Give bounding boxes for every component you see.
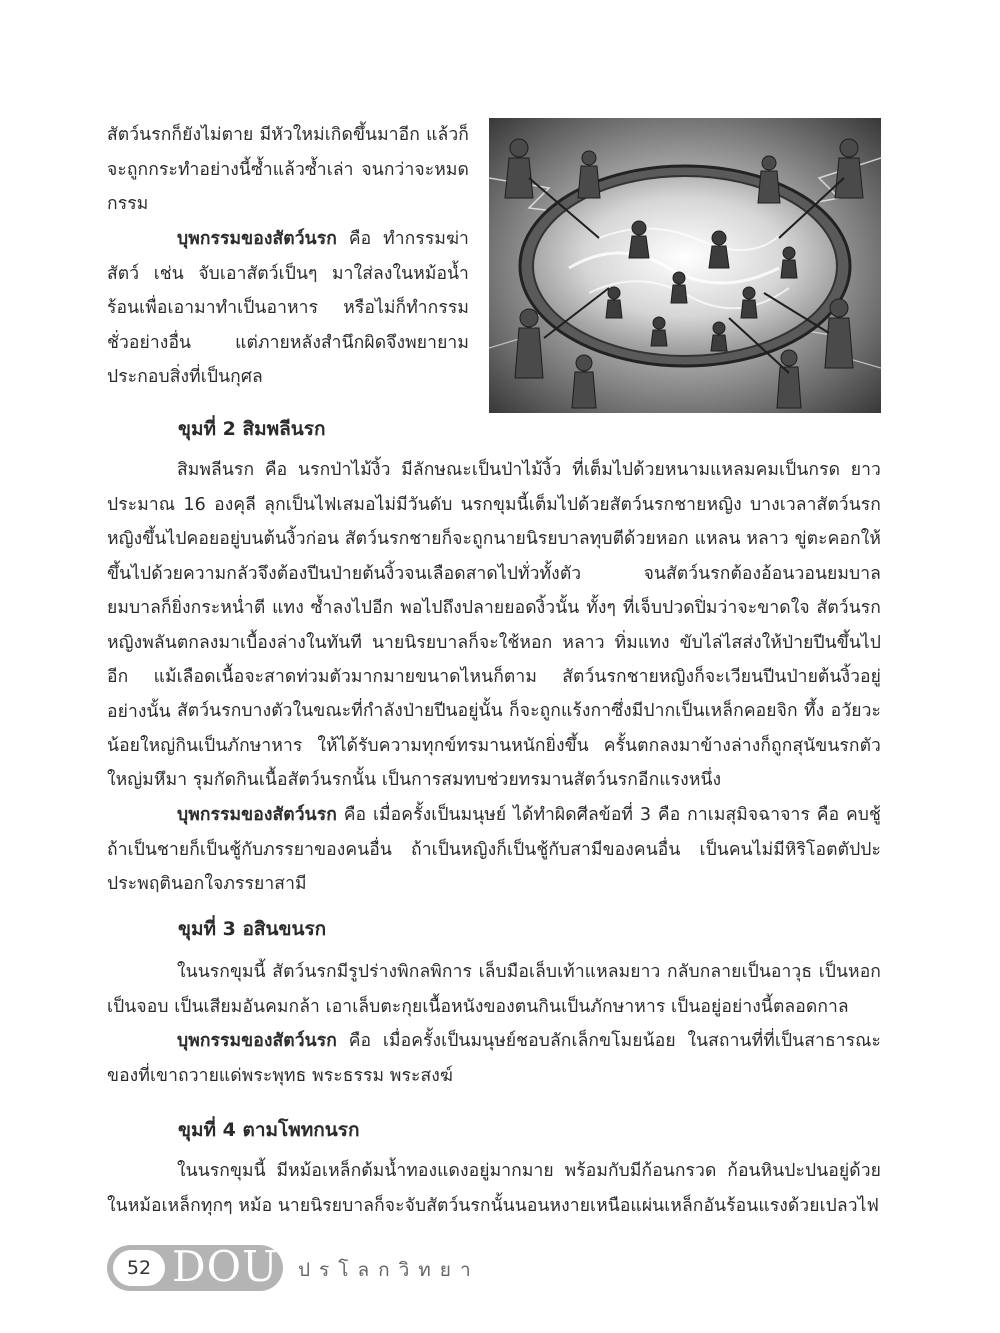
section3-paragraph: ในนรกขุมนี้ สัตว์นรกมีรูปร่างพิกลพิการ เล็บมือเล็บเท้าแหลมยาว กลับกลายเป็นอาวุธ เป็นหอก เป็นจอบ เป็นเสียมอันคมกล้า เอาเล็บตะกุยเนื้อหนังของตนกินเป็นภักษาหาร เป็นอยู่อย่างนี้ตลอดกาล	[107, 962, 881, 1017]
section3-karma-lead: บุพกรรมของสัตว์นรก	[177, 1031, 337, 1051]
footer-course-title: ปรโลกวิทยา	[298, 1259, 480, 1281]
page-number: 52	[113, 1250, 165, 1286]
section2-karma-text: คือ เมื่อครั้งเป็นมนุษย์ ได้ทำผิดศีลข้อที่ 3 คือ กาเมสุมิจฉาจาร คือ คบชู้ ถ้าเป็นชายก็เป็นชู้กับภรรยาของคนอื่น ถ้าเป็นหญิงก็เป็นชู้กับสามีของคนอื่น เป็นคนไม่มีหิริโอตตัปปะประพฤตินอกใจภรรยาสามี	[107, 805, 881, 894]
section2-paragraph-2: สัตว์นรกบางตัวในขณะที่กำลังป่ายปีนอยู่นั้น ก็จะถูกแร้งกาซึ่งมีปากเป็นเหล็กคอยจิก ทึ้ง อวัยวะน้อยใหญ่กินเป็นภักษาหาร ให้ได้รับความทุกข์ทรมานหนักยิ่งขึ้น ครั้นตกลงมาข้างล่างก็ถูกสุนัขนรกตัวใหญ่มหึมา รุมกัดกินเนื้อสัตว์นรกนั้น เป็นการสมทบช่วยทรมานสัตว์นรกอีกแรงหนึ่ง	[107, 701, 881, 790]
footer-brand-logo: DOU	[172, 1242, 279, 1291]
section3-karma-paragraph	[107, 1024, 881, 1093]
section2-karma-paragraph	[107, 798, 881, 902]
section2-karma-lead: บุพกรรมของสัตว์นรก	[177, 805, 337, 825]
section2-heading: ขุมที่ 2 สิมพลีนรก	[178, 418, 326, 440]
intro-karma-text: คือ ทำกรรมฆ่าสัตว์ เช่น จับเอาสัตว์เป็นๆ มาใส่ลงในหม้อน้ำร้อนเพื่อเอามาทำเป็นอาหาร หรือไม่ก็ทำกรรมชั่วอย่างอื่น แต่ภายหลังสำนึกผิดจึงพยายามประกอบสิ่งที่เป็นกุศล	[107, 229, 469, 387]
hell-cauldron-illustration	[489, 118, 881, 413]
intro-karma-paragraph	[107, 222, 469, 395]
section4-paragraph: ในนรกขุมนี้ มีหม้อเหล็กต้มน้ำทองแดงอยู่มากมาย พร้อมกับมีก้อนกรวด ก้อนหินปะปนอยู่ด้วยในหม้อเหล็กทุกๆ หม้อ นายนิรยบาลก็จะจับสัตว์นรกนั้นนอนหงายเหนือแผ่นเหล็กอันร้อนแรงด้วยเปลวไฟ	[107, 1161, 881, 1216]
section2-paragraph-1: สิมพลีนรก คือ นรกป่าไม้งิ้ว มีลักษณะเป็นป่าไม้งิ้ว ที่เต็มไปด้วยหนามแหลมคมเป็นกรด ยาวประมาณ 16 องคุลี ลุกเป็นไฟเสมอไม่มีวันดับ นรกขุมนี้เต็มไปด้วยสัตว์นรกชายหญิง บางเวลาสัตว์นรกหญิงขึ้นไปคอยอยู่บนต้นงิ้วก่อน สัตว์นรกชายก็จะถูกนายนิรยบาลทุบตีด้วยหอก แหลน หลาว ขู่ตะคอกให้ขึ้นไปด้วยความกลัวจึงต้องปีนป่ายต้นงิ้วจนเลือดสาดไปทั่วทั้งตัว จนสัตว์นรกต้องอ้อนวอนยมบาล ยมบาลก็ยิ่งกระหน่ำตี แทง ซ้ำลงไปอีก พอไปถึงปลายยอดงิ้วนั้น ทั้งๆ ที่เจ็บปวดปิ่มว่าจะขาดใจ สัตว์นรกหญิงพลันตกลงมาเบื้องล่างในทันที นายนิรยบาลก็จะใช้หอก หลาว ทิ่มแทง ขับไล่ไสส่งให้ป่ายปีนขึ้นไปอีก แม้เลือดเนื้อจะสาดท่วมตัวมากมายขนาดไหนก็ตาม สัตว์นรกชายหญิงก็จะเวียนปีนป่ายต้นงิ้วอยู่อย่างนั้น	[107, 460, 881, 722]
intro-karma-lead: บุพกรรมของสัตว์นรก	[177, 229, 337, 249]
section3-karma-text: คือ เมื่อครั้งเป็นมนุษย์ชอบลักเล็กขโมยน้อย ในสถานที่ที่เป็นสาธารณะ ของที่เขาถวายแด่พระพุทธ พระธรรม พระสงฆ์	[107, 1031, 881, 1086]
section4-heading: ขุมที่ 4 ตามโพทกนรก	[178, 1119, 360, 1141]
intro-paragraph: สัตว์นรกก็ยังไม่ตาย มีหัวใหม่เกิดขึ้นมาอีก แล้วก็จะถูกกระทำอย่างนี้ซ้ำแล้วซ้ำเล่า จนกว่าจะหมดกรรม	[107, 125, 469, 214]
section3-heading: ขุมที่ 3 อสินขนรก	[178, 918, 327, 940]
